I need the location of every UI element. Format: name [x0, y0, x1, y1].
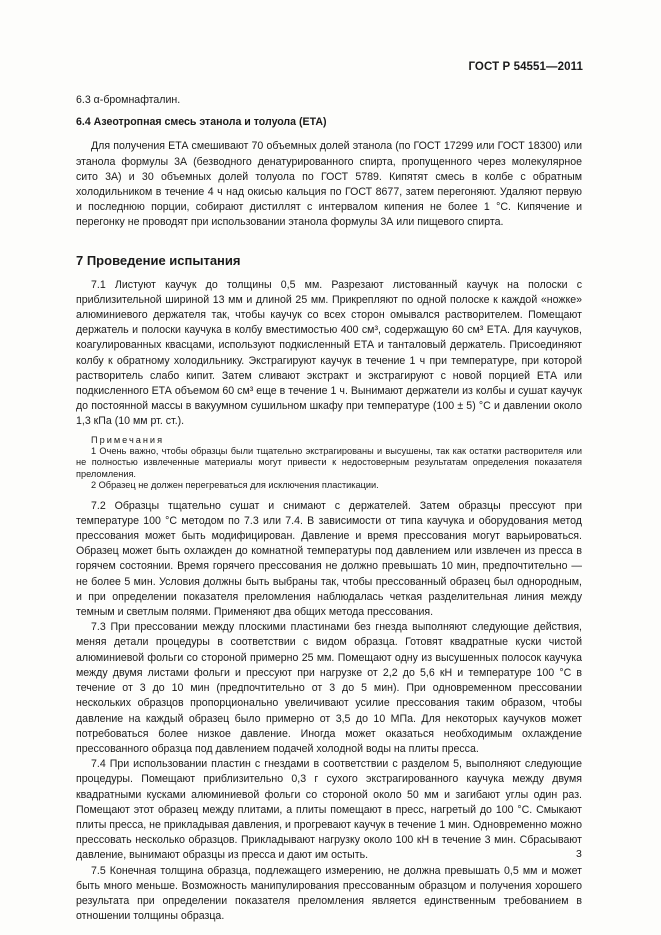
section-7-heading: 7 Проведение испытания [76, 252, 241, 268]
paragraph-7-3: 7.3 При прессовании между плоскими пластинами без гнезда выполняют следующие действия, меняя детали процедуры в соответствии с видом образца. Готовят квадратные куски чистой алюминиевой фольги со стороной примерно 25 мм. Помещают одну из высушенных полосок каучука между двумя листами фольги и прессуют при нагрузке от 2,2 до 5,6 кН и температуре 100 °С в течение от 3 до 10 мин (предпочтительно от 3 до 5 мин). При одновременном прессовании нескольких образцов пропорционально увеличивают усилие прессования таким образом, чтобы давление на каждый образец было примерно от 3,5 до 10 МПа. Для некоторых каучуков может потребоваться более низкое давление. Иногда может оказаться необходимым охлаждение прессованного образца под давлением подачей холодной воды на плиты пресса. [76, 621, 582, 755]
standard-number: ГОСТ Р 54551—2011 [468, 61, 583, 73]
paragraph-7-5: 7.5 Конечная толщина образца, подлежащего измерению, не должна превышать 0,5 мм и может быть много меньше. Возможность манипулирования прессованным образцом и получения хорошего результата при определении показателя преломления является единственным требованием в отношении толщины образца. [76, 864, 582, 923]
paragraph-7-1: 7.1 Листуют каучук до толщины 0,5 мм. Разрезают листованный каучук на полоски с приблизительной шириной 13 мм и длиной 25 мм. Прикрепляют по одной полоске к каждой «ножке» алюминиевого держателя так, чтобы каучук со всех сторон омывался растворителем. Помещают держатель и полоски каучука в колбу вместимостью 400 см³, содержащую 60 см³ ЕТА. Для каучуков, коагулированных квасцами, используют подкисленный ЕТА и танталовый держатель. Присоединяют колбу к обратному холодильнику. Экстрагируют каучук в течение 1 ч при температуре, при которой растворитель слабо кипит. Затем сливают экстракт и экстрагируют с новой порцией ЕТА или подкисленного ЕТА объемом 60 см³ еще в течение 1 ч. Вынимают держатели из колбы и сушат каучук до постоянной массы в вакуумном сушильном шкафу при температуре (100 ± 5) °С и давлении около 1,3 кПа (10 мм рт. ст.). [76, 278, 582, 428]
paragraph-7-2: 7.2 Образцы тщательно сушат и снимают с держателей. Затем образцы прессуют при температуре 100 °С методом по 7.3 или 7.4. В зависимости от типа каучука и оборудования метод прессования может быть модифицирован. Давление и время прессования могут варьироваться. Образец может быть охлажден до комнатной температуры под давлением или извлечен из пресса в горячем состоянии. Время горячего прессования не должно превышать 10 мин, предпочтительно — не более 5 мин. Условия должны быть выбраны так, чтобы прессованный образец был однородным, и при определении показателя преломления наблюдалась четкая разделительная линия между темным и светлым полями. Применяют два общих метода прессования. [76, 499, 582, 619]
document-body [76, 93, 582, 924]
heading-6-4: 6.4 Азеотропная смесь этанола и толуола (ЕТА) [76, 116, 327, 129]
note-1: 1 Очень важно, чтобы образцы были тщательно экстрагированы и высушены, так как остатки растворителя или не полностью извлеченные материалы могут привести к недостоверным результатам определения показателя преломления. [76, 445, 582, 479]
item-6-3: 6.3 α-бромнафталин. [76, 94, 181, 106]
paragraph-6-4: Для получения ЕТА смешивают 70 объемных долей этанола (по ГОСТ 17299 или ГОСТ 18300) или этанола формулы 3А (безводного денатурированного спирта, пропущенного через молекулярное сито 3А) и 30 объемных долей толуола по ГОСТ 5789. Кипятят смесь в колбе с обратным холодильником в течение 4 ч над окисью кальция по ГОСТ 8677, затем перегоняют. Удаляют первую и последнюю порции, собирают дистиллят с интервалом кипения не более 1 °С. Кипячение и перегонку не проводят при использовании этанола формулы 3А или пищевого спирта. [76, 140, 582, 229]
notes-title: Примечания [91, 434, 165, 445]
note-2: 2 Образец не должен перегреваться для исключения пластикации. [91, 480, 379, 491]
page-number: 3 [576, 848, 582, 860]
paragraph-7-4: 7.4 При использовании пластин с гнездами в соответствии с разделом 5, выполняют следующие процедуры. Помещают приблизительно 0,3 г сухого экстрагированного каучука между двумя квадратными кусками алюминиевой фольги со стороной около 50 мм и загибают углы один раз. Помещают этот образец между плитами, а плиты помещают в пресс, нагретый до 100 °С. Смыкают плиты пресса, не прикладывая давления, и прогревают каучук в течение 1 мин. Одновременно можно прессовать несколько образцов. Прикладывают нагрузку около 100 кН в течение 3 мин. Сбрасывают давление, вынимают образцы из пресса и дают им остыть. [76, 758, 582, 862]
